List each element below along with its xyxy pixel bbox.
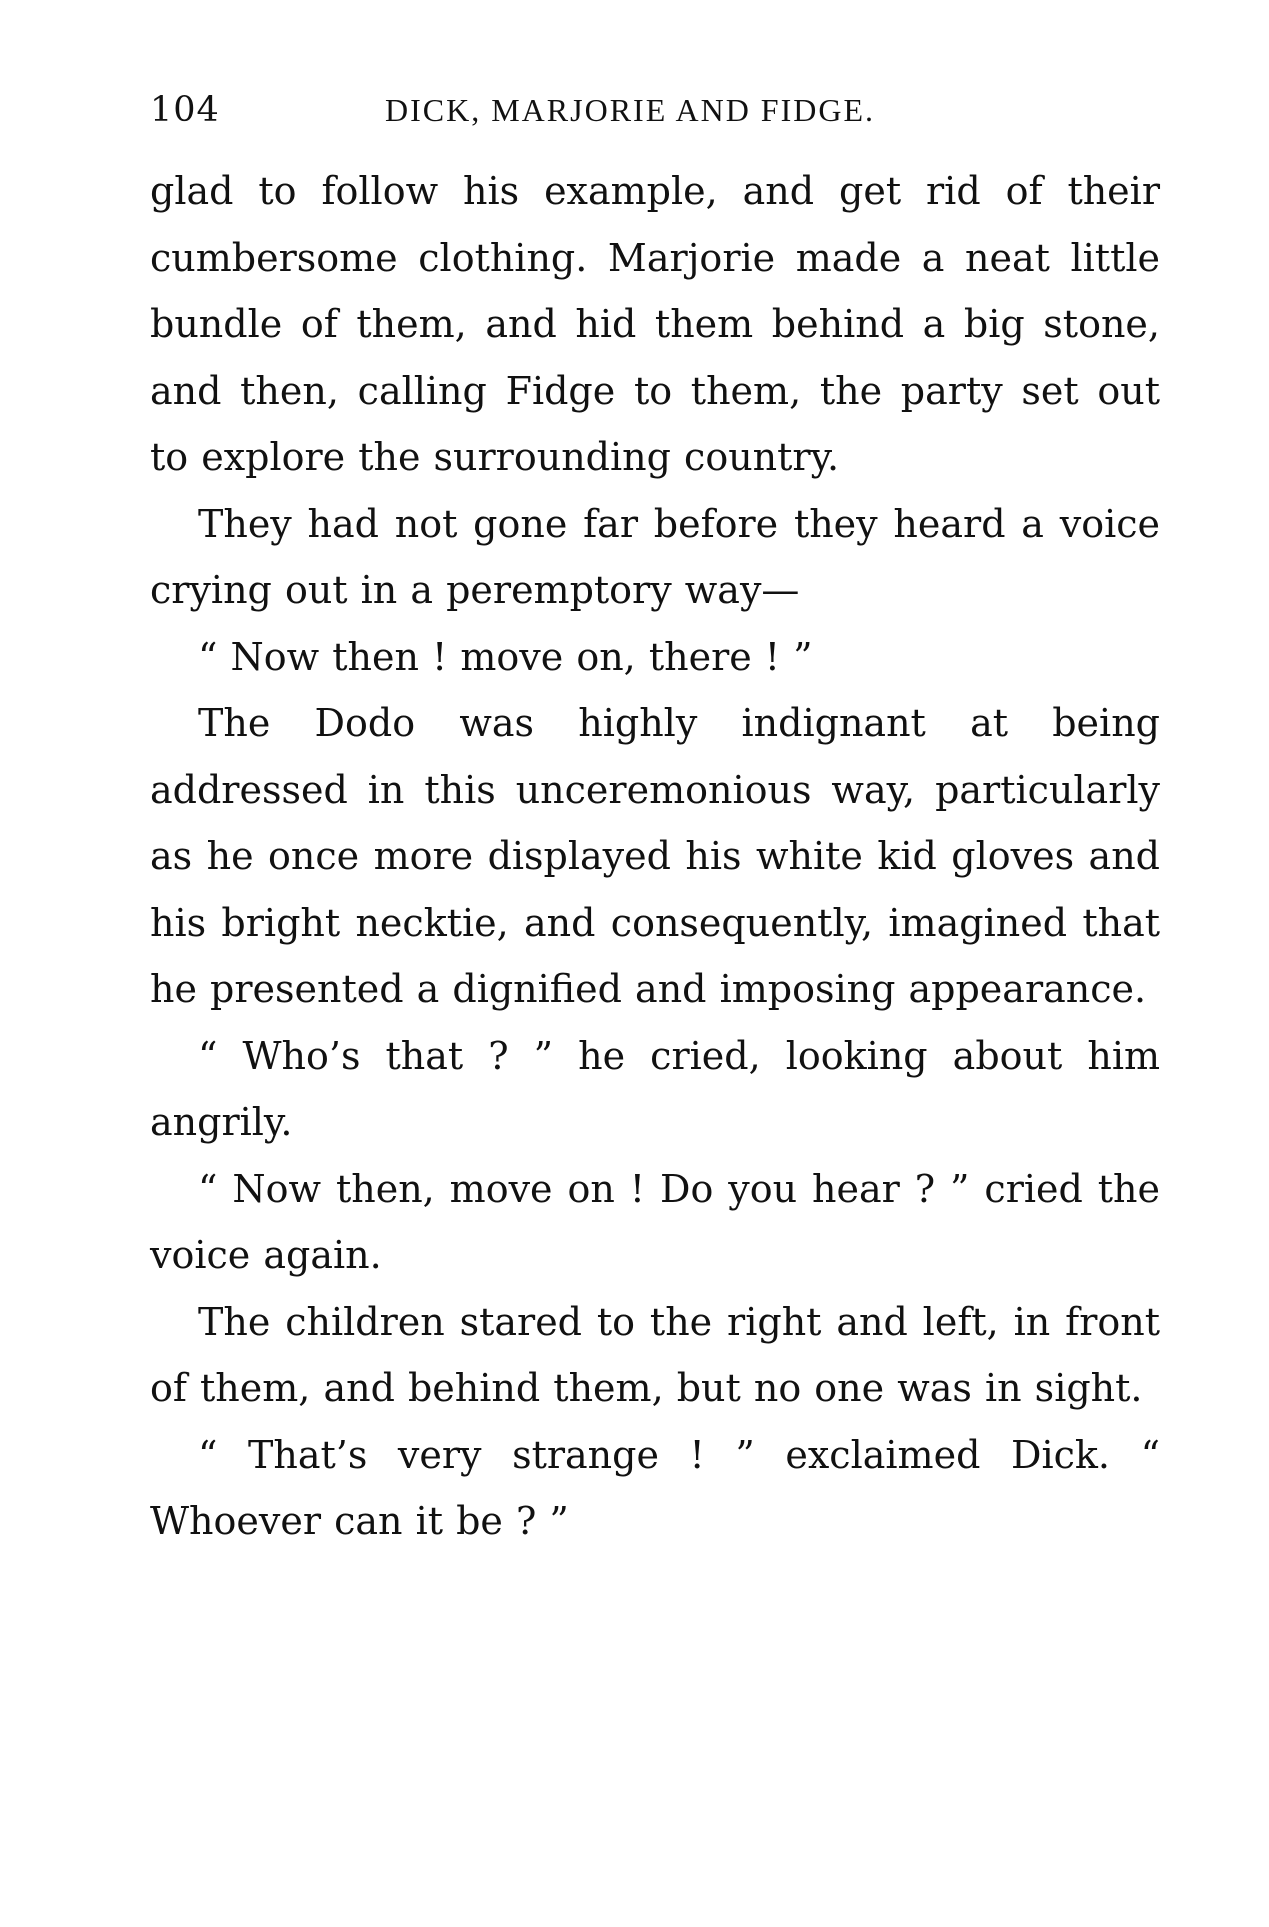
dialogue-whos-that: “ Who’s that ? ” he cried, looking about him angrily. [150,1033,1160,1144]
paragraph-continuation: glad to follow his example, and get rid of their cumbersome clothing. Marjorie made a neat little bundle of them, and hid them behind a big stone, and then, calling Fidge to them, the party set out to explore the surrounding country. [150,169,1160,479]
dialogue-thats-very-strange: “ That’s very strange ! ” exclaimed Dick. “ Whoever can it be ? ” [150,1432,1160,1543]
page-header [150,80,1160,140]
paragraph-children-stared: The children stared to the right and left, in front of them, and behind them, but no one was in sight. [150,1299,1160,1410]
page-number: 104 [150,90,220,130]
body-text [150,158,1160,1555]
paragraph-voice-crying: They had not gone far before they heard a voice crying out in a peremptory way— [150,501,1160,612]
running-title: DICK, MARJORIE AND FIDGE. [385,92,876,128]
paragraph-dodo-indignant: The Dodo was highly indignant at being addressed in this unceremonious way, particularly as he once more displayed his white kid gloves and his bright necktie, and consequently, imagined that he presented a dignified and imposing appearance. [150,701,1160,1011]
dialogue-move-on: “ Now then ! move on, there ! ” [198,634,813,679]
dialogue-do-you-hear: “ Now then, move on ! Do you hear ? ” cried the voice again. [150,1166,1160,1277]
